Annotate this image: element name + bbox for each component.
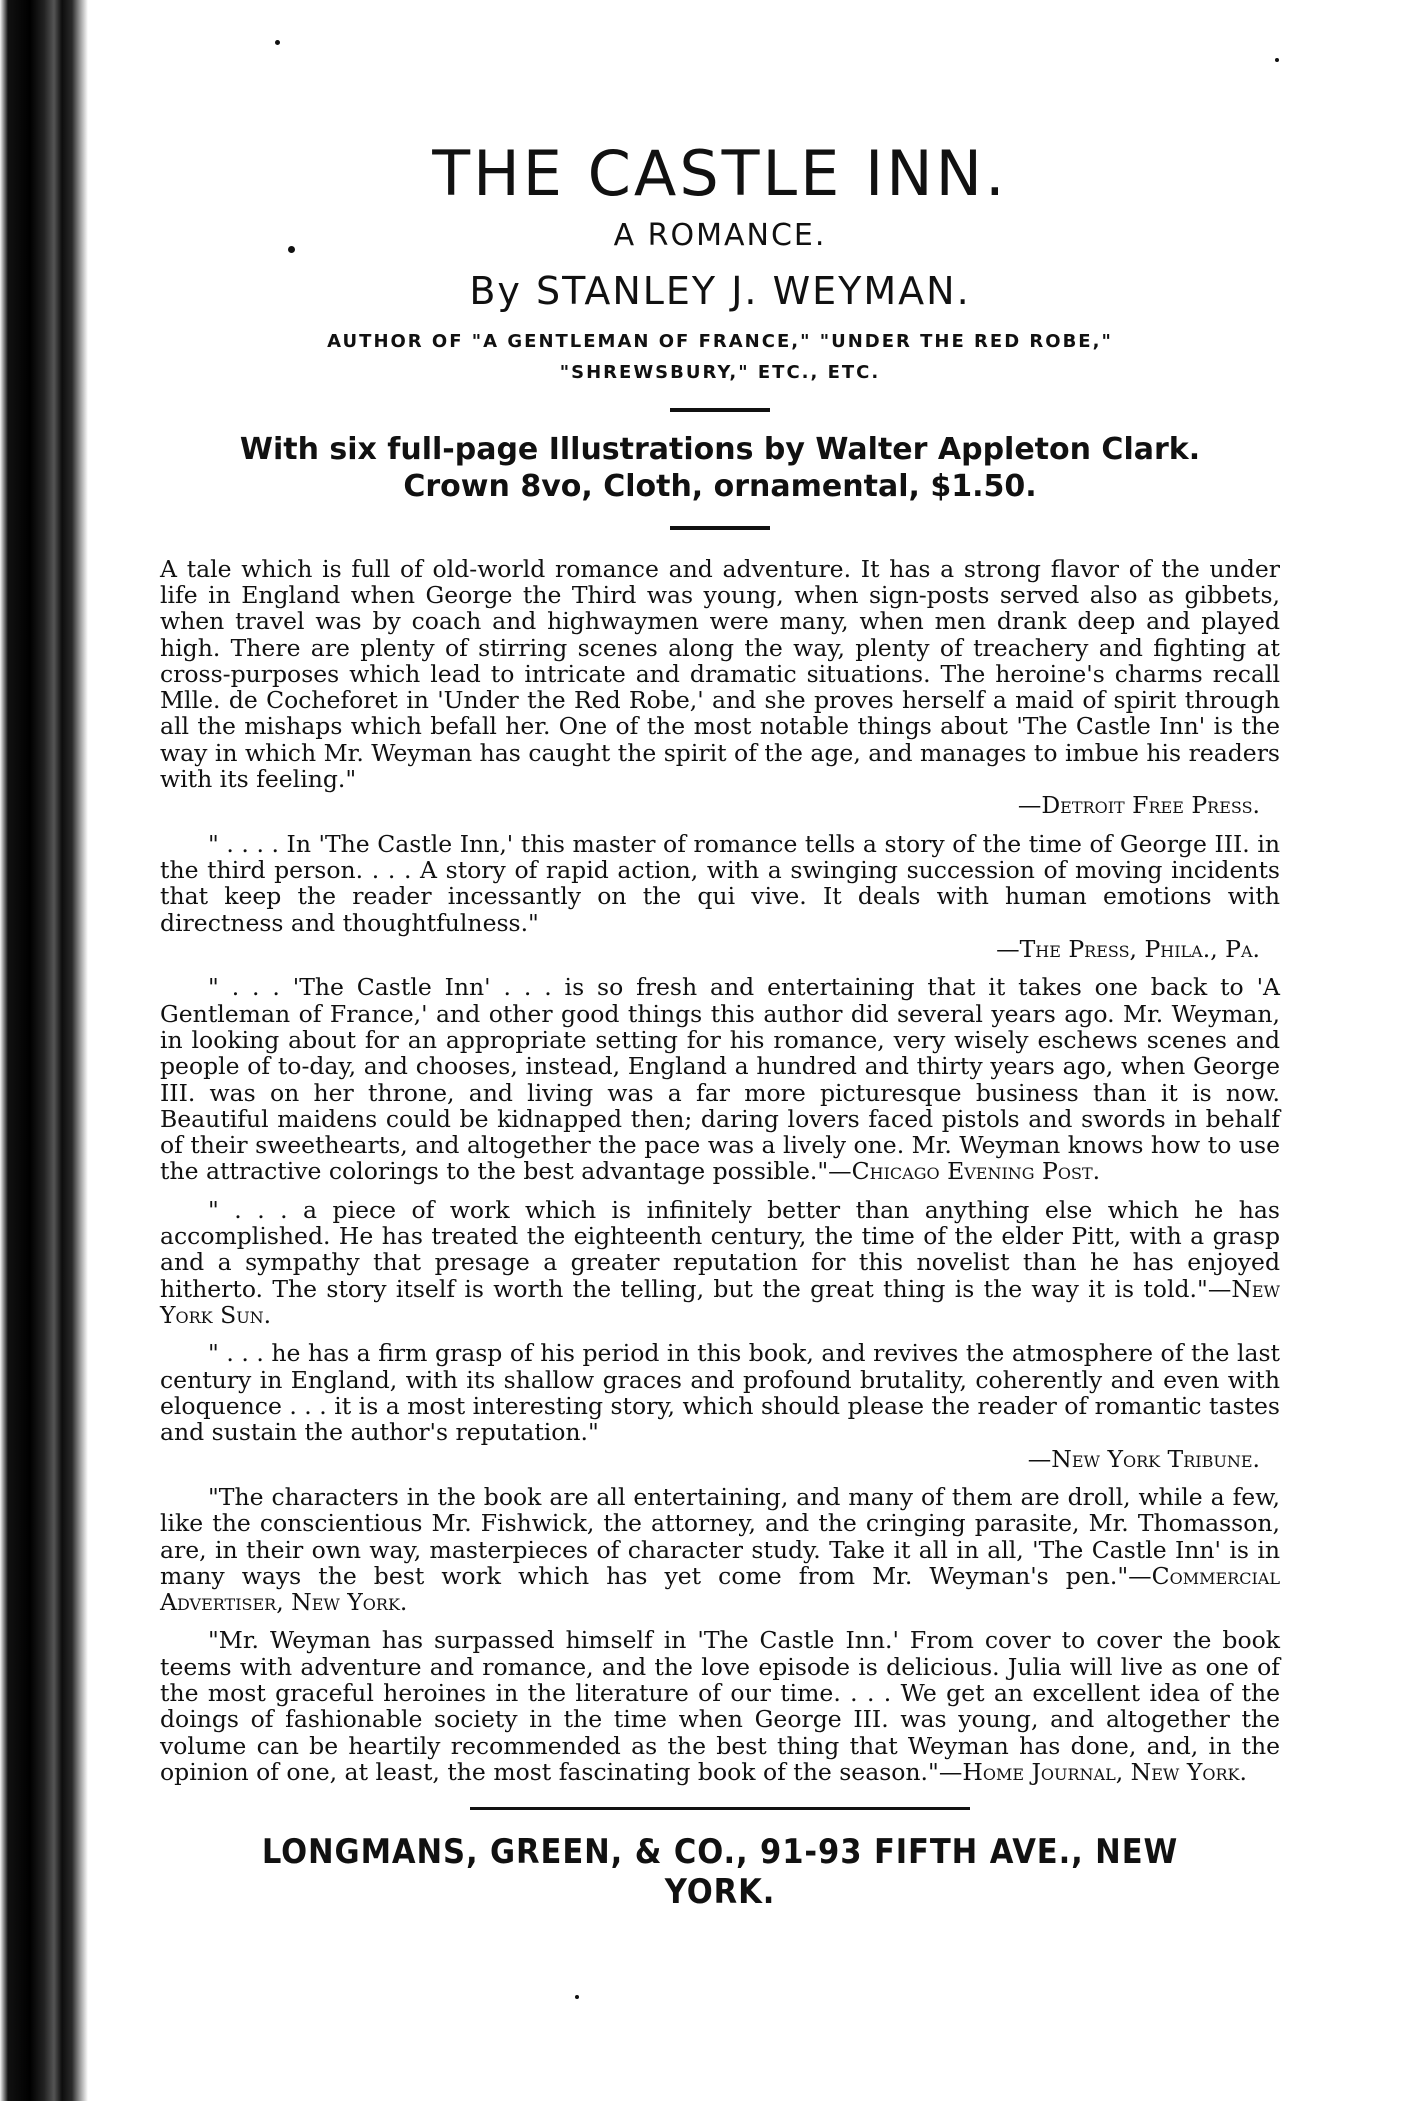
print-speck	[288, 246, 295, 253]
review-commercial-advertiser	[160, 1484, 1280, 1616]
advertisement-page	[160, 0, 1280, 2101]
divider	[670, 408, 770, 412]
review-home-journal	[160, 1627, 1280, 1785]
illustrations-line: With six full-page Illustrations by Walter Appleton Clark.	[239, 432, 1201, 468]
review-source: —New York Tribune.	[1027, 1444, 1260, 1473]
review-body: " . . . 'The Castle Inn' . . . is so fresh and entertaining that it takes one back to 'A Gentleman of France,' and other good things this author did several years ago. Mr. Weyman, in looking about for an appropriate setting for his romance, very wisely eschews scenes and people of to-day, and chooses, instead, England a hundred and thirty years ago, when George III. was on her throne, and living was a far more picturesque business than it is now. Beautiful maidens could be kidnapped then; daring lovers faced pistols and swords in behalf of their sweethearts, and altogether the pace was a lively one. Mr. Weyman knows how to use the attractive colorings to the best advantage possible."	[160, 973, 1280, 1186]
book-binding-edge	[0, 0, 88, 2101]
review-text: " . . . he has a firm grasp of his period in this book, and revives the atmosphere of the last century in England, with its shallow graces and profound brutality, coherently and even with eloquence . . . it is a most interesting story, which should please the reader of romantic tastes and sustain the author's reputation."	[160, 1339, 1280, 1447]
author-of-line-1: AUTHOR OF "A GENTLEMAN OF FRANCE," "UNDER THE RED ROBE,"	[327, 331, 1113, 353]
review-body: " . . . a piece of work which is infinitely better than anything else which he has accomplished. He has treated the eighteenth century, the time of the elder Pitt, with a grasp and a sympathy that presage a greater reputation for this novelist than he has enjoyed hitherto. The story itself is worth the telling, but the great thing is the way it is told."	[160, 1195, 1280, 1303]
author-previous-works	[160, 327, 1280, 388]
review-text	[160, 1627, 1280, 1785]
review-source: —The Press, Phila., Pa.	[996, 934, 1260, 963]
review-source: —Detroit Free Press.	[1017, 791, 1260, 820]
book-subtitle: A ROMANCE.	[613, 218, 827, 254]
review-body: "Mr. Weyman has surpassed himself in 'The Castle Inn.' From cover to cover the book teems with adventure and romance, and the love episode is delicious. Julia will live as one of the most graceful heroines in the literature of our time. . . . We get an excellent idea of the doings of fashionable society in the time when George III. was young, and altogether the volume can be heartily recommended as the best thing that Weyman has done, and, in the opinion of one, at least, the most fascinating book of the season."	[160, 1626, 1280, 1786]
review-ny-sun	[160, 1197, 1280, 1329]
review-source: —Commercial Advertiser, New York.	[160, 1561, 1280, 1617]
review-detroit	[160, 556, 1280, 819]
author-byline: By STANLEY J. WEYMAN.	[469, 269, 971, 314]
review-text	[160, 1197, 1280, 1329]
book-title: THE CASTLE INN.	[432, 137, 1008, 210]
review-source: —Chicago Evening Post.	[828, 1157, 1101, 1186]
divider	[470, 1807, 970, 1810]
print-speck	[275, 40, 280, 45]
review-text: A tale which is full of old-world romance and adventure. It has a strong flavor of the under life in England when George the Third was young, when sign-posts served also as gibbets, when travel was by coach and highwaymen were many, when men drank deep and played high. There are plenty of stirring scenes along the way, plenty of treachery and fighting at cross-purposes which lead to intricate and dramatic situations. The heroine's charms recall Mlle. de Cocheforet in 'Under the Red Robe,' and she proves herself a maid of spirit through all the mishaps which befall her. One of the most notable things about 'The Castle Inn' is the way in which Mr. Weyman has caught the spirit of the age, and manages to imbue his readers with its feeling."	[160, 554, 1280, 794]
author-of-line-2: "SHREWSBURY," ETC., ETC.	[559, 361, 881, 383]
binding-price-line: Crown 8vo, Cloth, ornamental, $1.50.	[403, 468, 1037, 504]
divider	[670, 526, 770, 530]
review-text: " . . . . In 'The Castle Inn,' this master of romance tells a story of the time of George III. in the third person. . . . A story of rapid action, with a swinging succession of moving incidents that keep the reader incessantly on the qui vive. It deals with human emotions with directness and thoughtfulness."	[160, 829, 1280, 937]
review-source: —New York Sun.	[160, 1274, 1280, 1329]
review-chicago	[160, 974, 1280, 1185]
print-speck	[1275, 58, 1279, 62]
edition-details	[160, 432, 1280, 505]
review-source: —Home Journal, New York.	[938, 1758, 1247, 1786]
review-ny-tribune	[160, 1340, 1280, 1472]
publisher-imprint: LONGMANS, GREEN, & CO., 91-93 FIFTH AVE., NEW YORK.	[261, 1832, 1179, 1913]
review-phila-press	[160, 831, 1280, 963]
review-text	[160, 974, 1280, 1185]
review-body: "The characters in the book are all entertaining, and many of them are droll, while a few, like the conscientious Mr. Fishwick, the attorney, and the cringing parasite, Mr. Thomasson, are, in their own way, masterpieces of character study. Take it all in all, 'The Castle Inn' is in many ways the best work which has yet come from Mr. Weyman's pen."	[160, 1482, 1280, 1590]
print-speck	[575, 1995, 579, 1999]
review-text	[160, 1484, 1280, 1616]
press-reviews	[160, 556, 1280, 1786]
